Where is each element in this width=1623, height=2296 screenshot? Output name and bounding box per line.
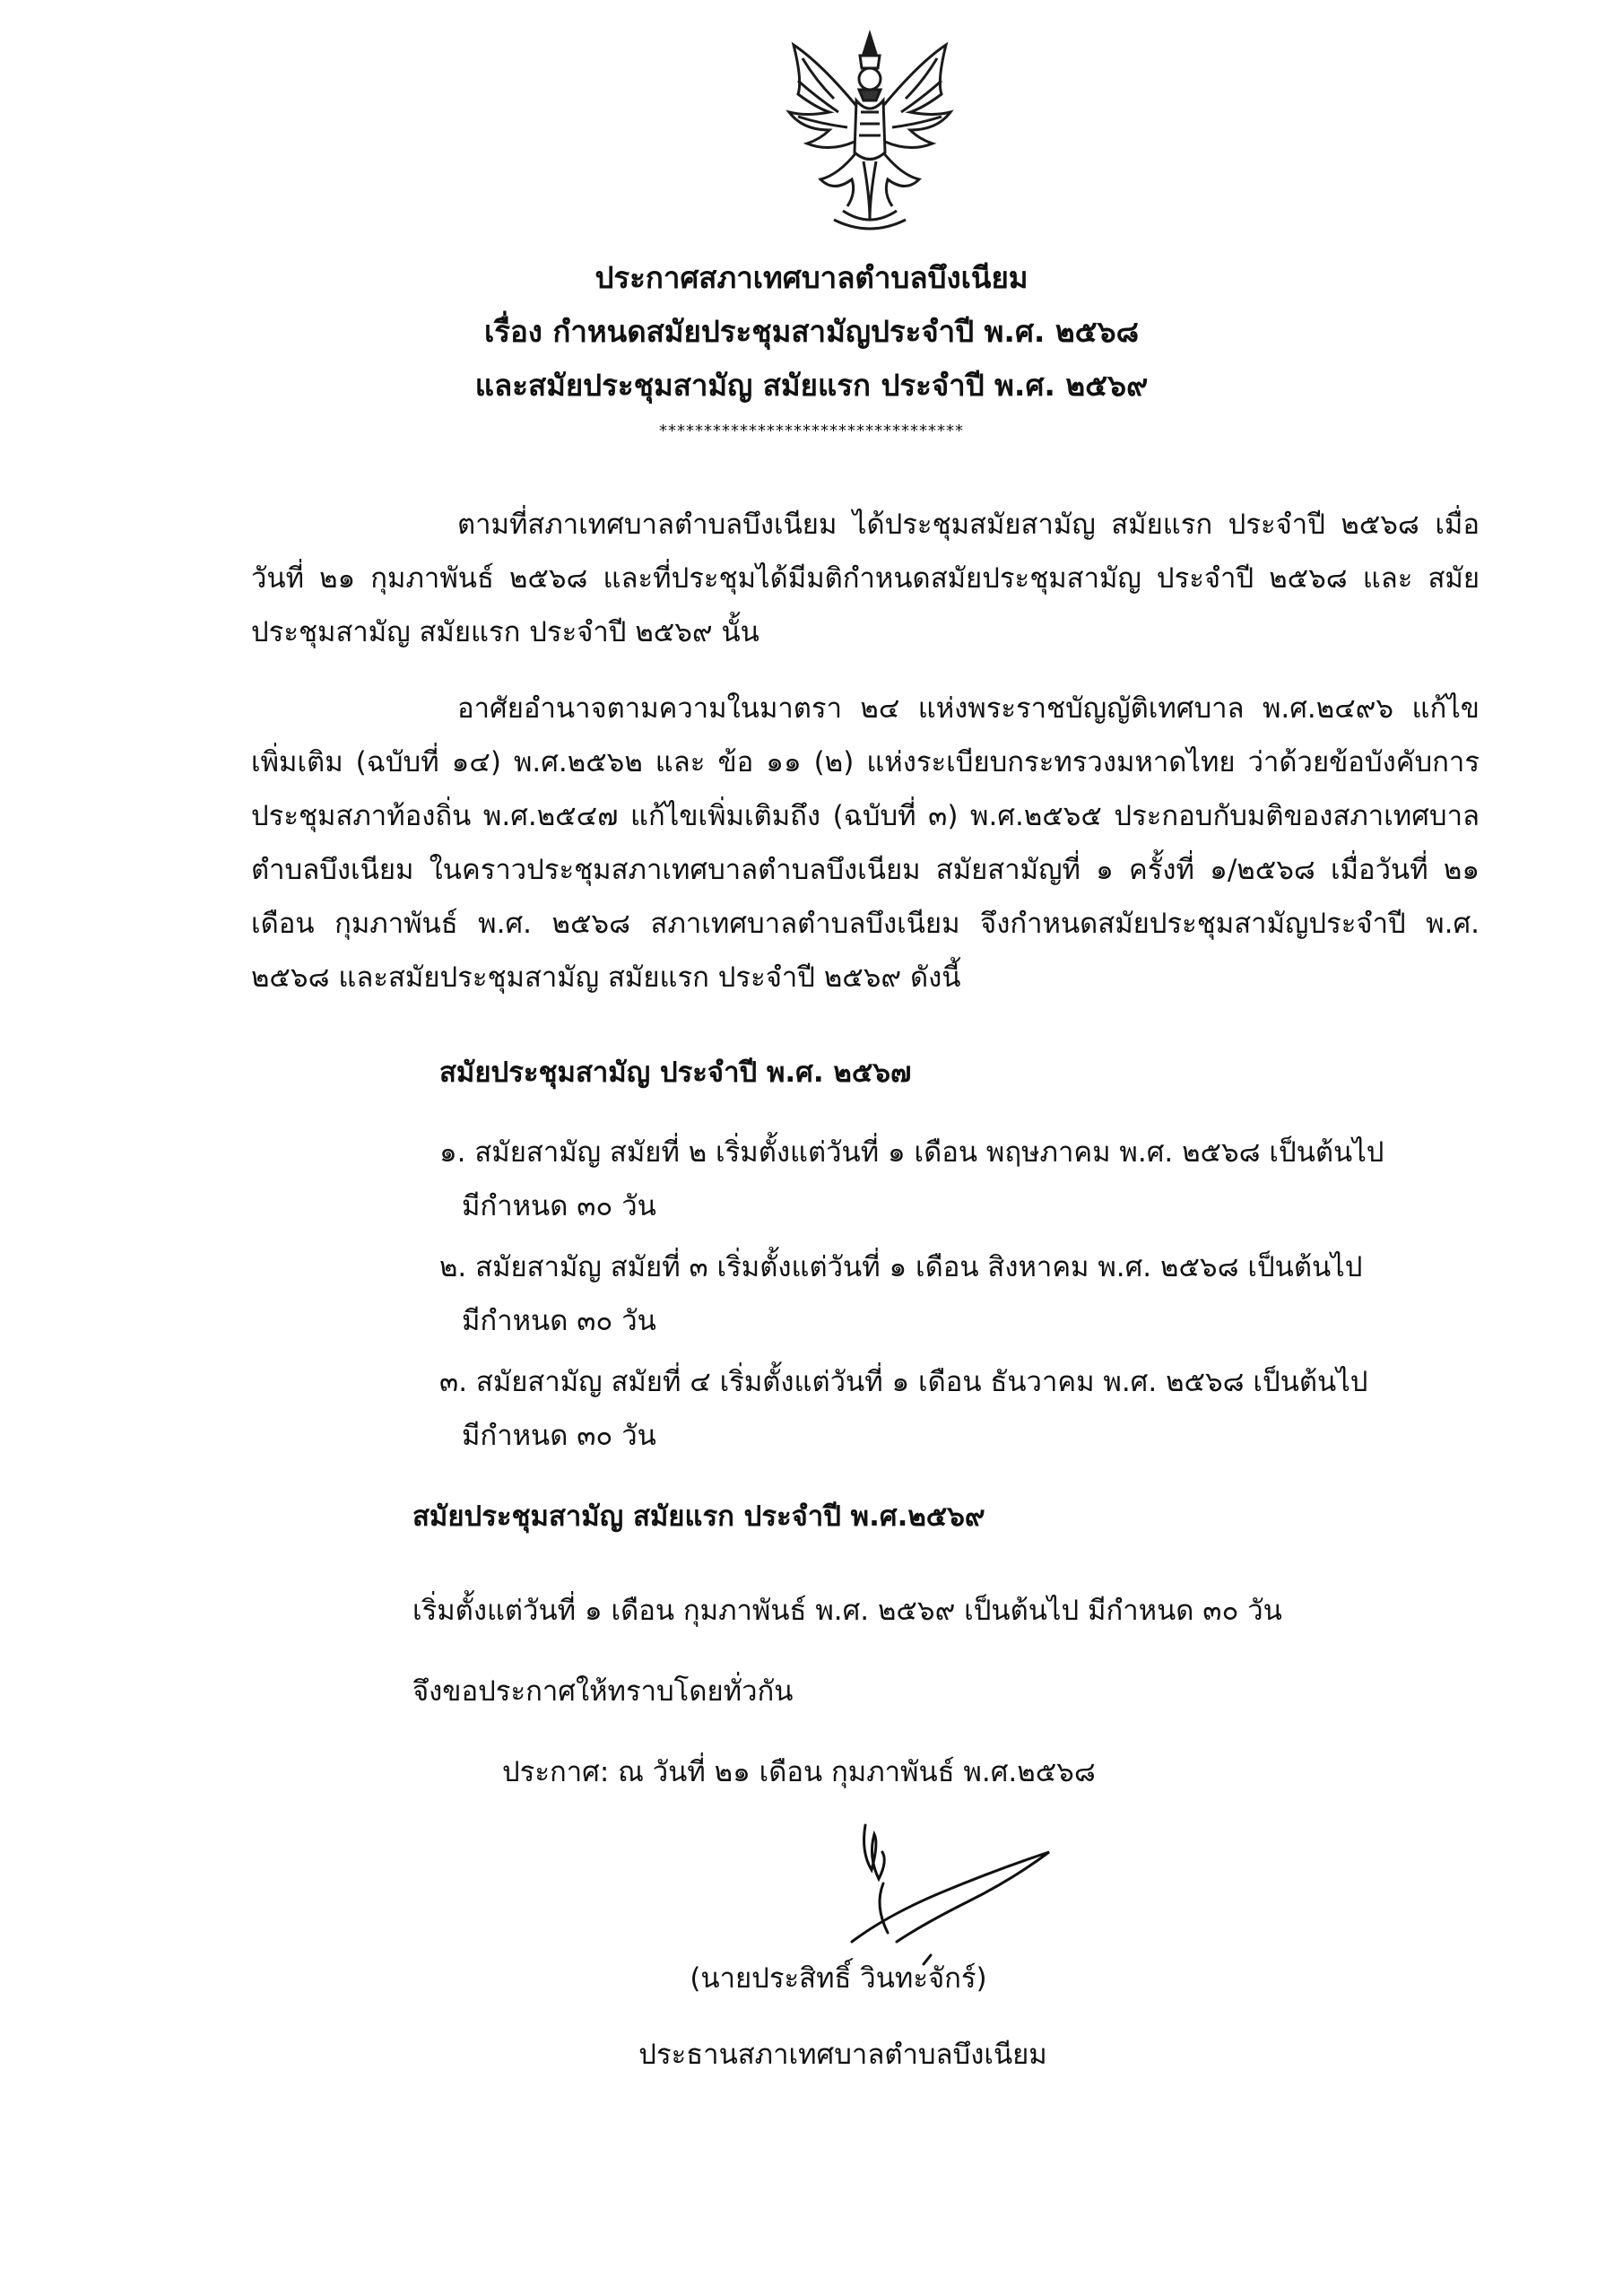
list-item-line: ๓. สมัยสามัญ สมัยที่ ๔ เริ่มตั้งแต่วันที่ ๑ เดือน ธันวาคม พ.ศ. ๒๕๖๘ เป็นต้นไป: [439, 1366, 1368, 1398]
list-item-duration: มีกำหนด ๓๐ วัน: [462, 1190, 656, 1222]
list-item-duration: มีกำหนด ๓๐ วัน: [462, 1305, 656, 1337]
title-line-1: ประกาศสภาเทศบาลตำบลบึงเนียม: [595, 260, 1028, 295]
announcement-title: [0, 251, 1623, 413]
list-item: [439, 1355, 1471, 1463]
section-1-list: [439, 1126, 1471, 1470]
title-line-2: เรื่อง กำหนดสมัยประชุมสามัญประจำปี พ.ศ. ๒๕๖๘: [483, 314, 1140, 349]
signer-name: (นายประสิทธิ์ วินทะจักร์): [690, 1962, 987, 1995]
list-item-line: ๑. สมัยสามัญ สมัยที่ ๒ เริ่มตั้งแต่วันที่ ๑ เดือน พฤษภาคม พ.ศ. ๒๕๖๘ เป็นต้นไป: [439, 1136, 1384, 1169]
announcement-date: ประกาศ: ณ วันที่ ๒๑ เดือน กุมภาพันธ์ พ.ศ.๒๕๖๘: [502, 1756, 1096, 1788]
list-item: [439, 1240, 1471, 1348]
list-item-line: ๒. สมัยสามัญ สมัยที่ ๓ เริ่มตั้งแต่วันที่ ๑ เดือน สิงหาคม พ.ศ. ๒๕๖๘ เป็นต้นไป: [439, 1251, 1363, 1283]
body-paragraph-1: ตามที่สภาเทศบาลตำบลบึงเนียม ได้ประชุมสมัยสามัญ สมัยแรก ประจำปี ๒๕๖๘ เมื่อวันที่ ๒๑ กุมภาพันธ์ ๒๕๖๘ และที่ประชุมได้มีมติกำหนดสมัยประชุมสามัญ ประจำปี ๒๕๖๘ และ สมัยประชุมสามัญ สมัยแรก ประจำปี ๒๕๖๙ นั้น: [251, 509, 1480, 648]
closing-statement: จึงขอประกาศให้ทราบโดยทั่วกัน: [412, 1675, 794, 1708]
list-item: [439, 1126, 1471, 1233]
list-item-duration: มีกำหนด ๓๐ วัน: [462, 1420, 656, 1452]
title-separator: **********************************: [659, 422, 964, 440]
title-line-3: และสมัยประชุมสามัญ สมัยแรก ประจำปี พ.ศ. ๒๕๖๙: [474, 368, 1149, 403]
signer-position: ประธานสภาเทศบาลตำบลบึงเนียม: [638, 2039, 1047, 2071]
section-2-heading: สมัยประชุมสามัญ สมัยแรก ประจำปี พ.ศ.๒๕๖๙: [412, 1500, 985, 1533]
garuda-emblem-icon: [767, 27, 973, 233]
body-paragraph-2: อาศัยอำนาจตามความในมาตรา ๒๔ แห่งพระราชบัญญัติเทศบาล พ.ศ.๒๔๙๖ แก้ไขเพิ่มเติม (ฉบับที่ ๑๔) พ.ศ.๒๕๖๒ และ ข้อ ๑๑ (๒) แห่งระเบียบกระทรวงมหาดไทย ว่าด้วยข้อบังคับการประชุมสภาท้องถิ่น พ.ศ.๒๕๔๗ แก้ไขเพิ่มเติมถึง (ฉบับที่ ๓) พ.ศ.๒๕๖๕ ประกอบกับมติของสภาเทศบาลตำบลบึงเนียม ในคราวประชุมสภาเทศบาลตำบลบึงเนียม สมัยสามัญที่ ๑ ครั้งที่ ๑/๒๕๖๘ เมื่อวันที่ ๒๑ เดือน กุมภาพันธ์ พ.ศ. ๒๕๖๘ สภาเทศบาลตำบลบึงเนียม จึงกำหนดสมัยประชุมสามัญประจำปี พ.ศ. ๒๕๖๘ และสมัยประชุมสามัญ สมัยแรก ประจำปี ๒๕๖๙ ดังนี้: [251, 692, 1480, 994]
handwritten-signature-icon: [789, 1807, 1085, 1969]
section-2-text: เริ่มตั้งแต่วันที่ ๑ เดือน กุมภาพันธ์ พ.ศ. ๒๕๖๙ เป็นต้นไป มีกำหนด ๓๐ วัน: [412, 1595, 1282, 1627]
section-1-heading: สมัยประชุมสามัญ ประจำปี พ.ศ. ๒๕๖๗: [439, 1057, 912, 1089]
